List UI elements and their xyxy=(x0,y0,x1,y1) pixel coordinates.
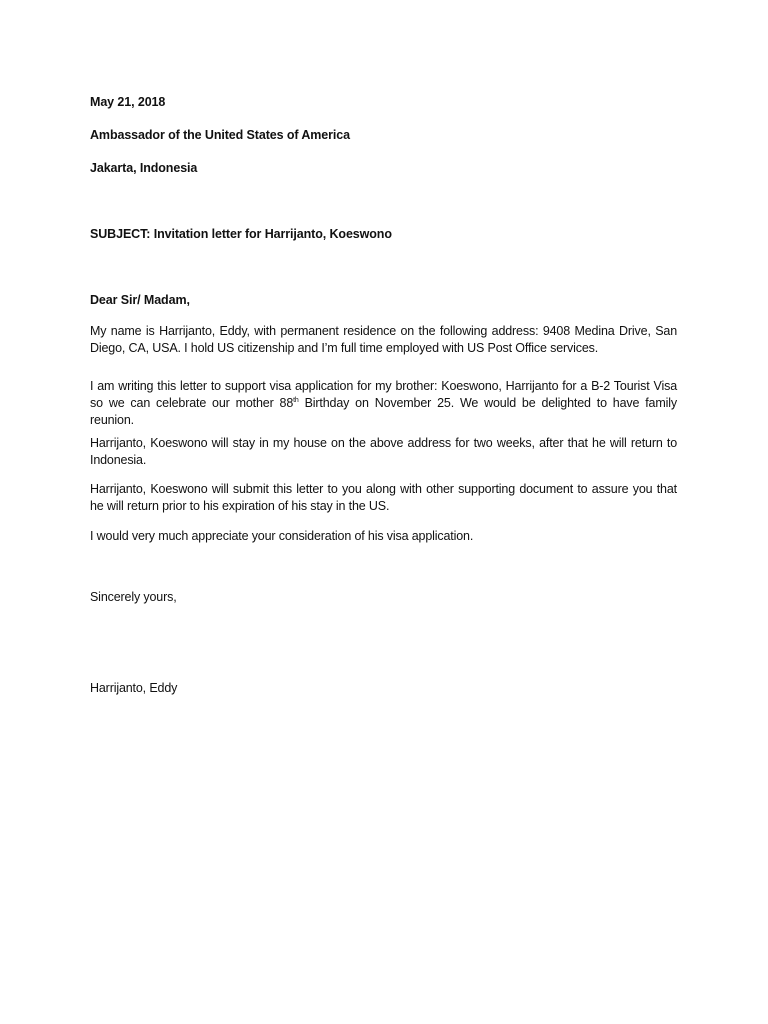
paragraph-stay: Harrijanto, Koeswono will stay in my house on the above address for two weeks, after that he will return to Indonesia. xyxy=(90,436,677,467)
signature-name: Harrijanto, Eddy xyxy=(90,681,178,695)
paragraph-residence: My name is Harrijanto, Eddy, with permanent residence on the following address: 9408 Medina Drive, San Diego, CA, USA. I hold US citizenship and I’m full time employed with US Post Office services. xyxy=(90,324,677,355)
closing-line: Sincerely yours, xyxy=(90,590,177,604)
salutation: Dear Sir/ Madam, xyxy=(90,293,190,307)
recipient-line: Ambassador of the United States of America xyxy=(90,128,350,142)
paragraph-assurance: Harrijanto, Koeswono will submit this letter to you along with other supporting document to assure you that he will return prior to his expiration of his stay in the US. xyxy=(90,482,677,513)
recipient-location: Jakarta, Indonesia xyxy=(90,161,198,175)
paragraph-purpose-text-start: I am writing this letter to support visa application for my brother: Koeswono, Harrijanto for a B-2 Tourist Visa so we can celebrate our mother 88 xyxy=(90,379,677,410)
ordinal-superscript: th xyxy=(293,397,299,404)
subject-line: SUBJECT: Invitation letter for Harrijanto, Koeswono xyxy=(90,227,392,241)
paragraph-purpose xyxy=(90,378,677,429)
paragraph-appreciation: I would very much appreciate your consideration of his visa application. xyxy=(90,529,474,543)
letter-date: May 21, 2018 xyxy=(90,95,166,109)
paragraph-purpose-text-end: Birthday on November 25. We would be delighted to have family reunion. xyxy=(90,396,677,427)
